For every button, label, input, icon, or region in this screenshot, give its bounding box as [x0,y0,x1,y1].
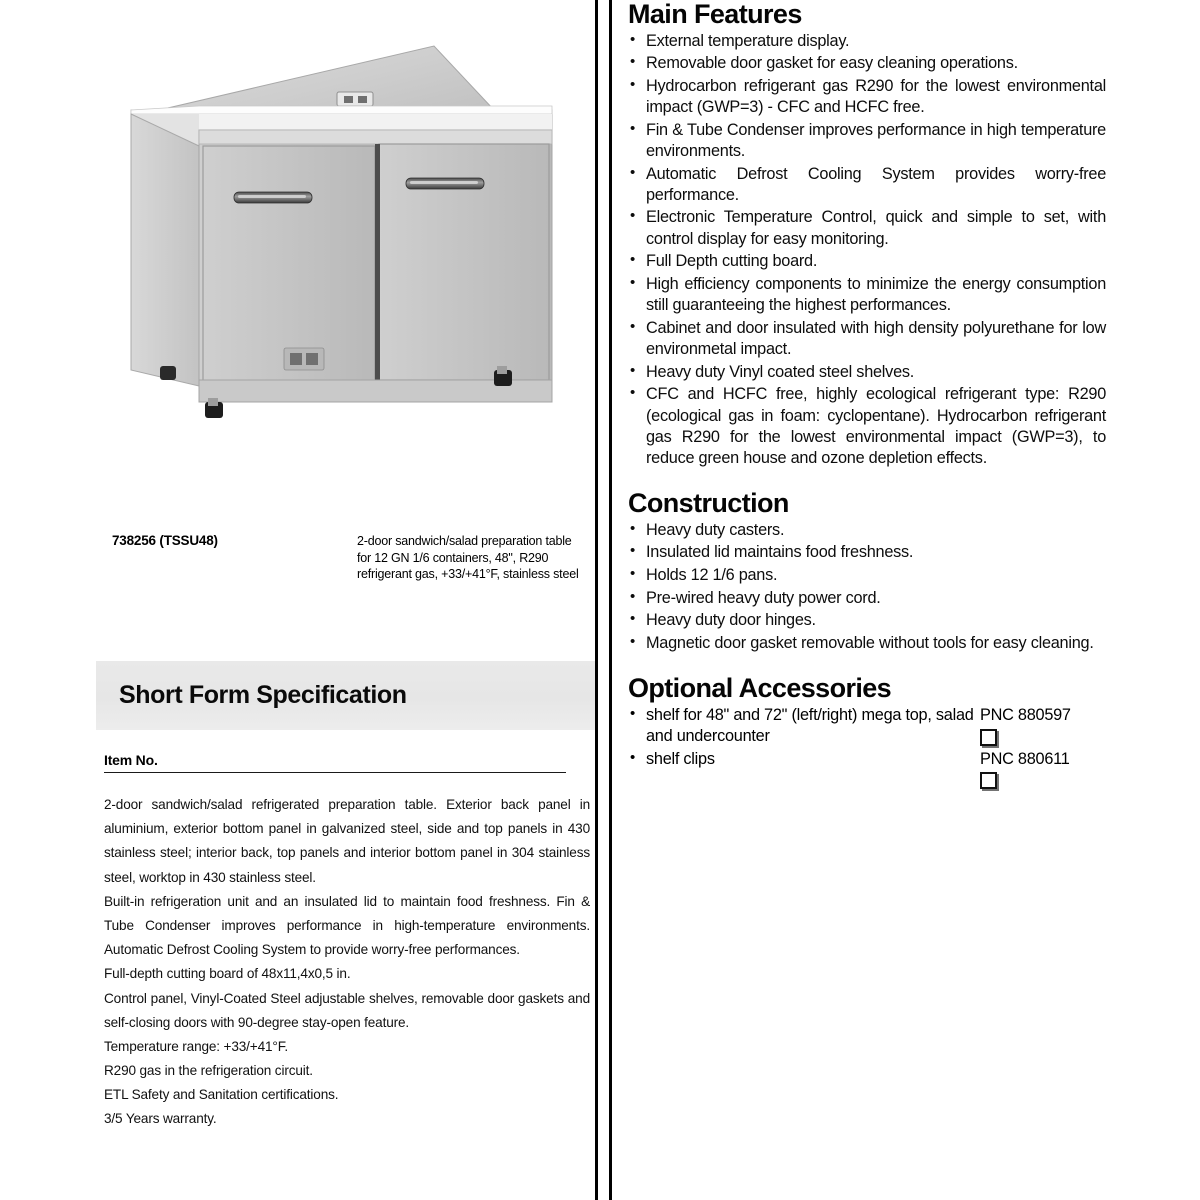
list-item: • Hydrocarbon refrigerant gas R290 for the lowest environmental impact (GWP=3) - CFC and HCFC free. [628,76,1106,118]
item-no-field[interactable] [104,752,566,773]
optional-accessories-list [628,705,1106,790]
list-item: • Full Depth cutting board. [628,251,1106,272]
door-handle-right [406,178,484,189]
accessory-code-group [974,705,1106,746]
list-item: • Automatic Defrost Cooling System provides worry-free performance. [628,164,1106,206]
list-item: • CFC and HCFC free, highly ecological refrigerant type: R290 (ecological gas in foam: cyclopentane). Hydrocarbon refrigerant gas R290 for the lowest environmental impact (GWP=3), to reduce green house and ozone depletion effects. [628,384,1106,469]
accessory-checkbox[interactable] [980,772,997,789]
accessory-checkbox[interactable] [980,729,997,746]
short-form-specification-header [96,661,596,730]
column-divider-outer [595,0,598,1200]
list-item: • Fin & Tube Condenser improves performance in high temperature environments. [628,120,1106,162]
spec-paragraph: 3/5 Years warranty. [104,1111,217,1127]
product-photo [104,18,566,438]
list-item: • Removable door gasket for easy cleaning operations. [628,53,1106,74]
list-item: • Insulated lid maintains food freshness. [628,542,1106,563]
list-item: • Heavy duty door hinges. [628,610,1106,631]
accessory-code-group [974,749,1106,790]
spec-paragraph: R290 gas in the refrigeration circuit. [104,1063,313,1079]
construction-title: Construction [628,488,789,519]
construction-list [628,520,1106,655]
list-item: • External temperature display. [628,31,1106,52]
spec-paragraph: 2-door sandwich/salad refrigerated preparation table. Exterior back panel in aluminium, exterior bottom panel in galvanized steel, side and top panels in 430 stainless steel; interior back, top panels and interior bottom panel in 304 stainless steel, worktop in 430 stainless steel. [104,797,590,885]
item-no-label: Item No. [104,752,158,768]
short-form-body [104,793,590,1132]
accessory-pnc-code: PNC 880597 [980,705,1071,724]
spec-paragraph: ETL Safety and Sanitation certifications. [104,1087,339,1103]
accessory-row [628,749,1106,790]
list-item: • Heavy duty casters. [628,520,1106,541]
optional-accessories-title: Optional Accessories [628,673,892,704]
product-code: 738256 (TSSU48) [112,533,218,548]
main-features-list [628,31,1106,469]
accessory-label: • shelf for 48" and 72" (left/right) mega top, salad and undercounter [628,705,974,747]
list-item: • Magnetic door gasket removable without tools for easy cleaning. [628,633,1106,654]
spec-paragraph: Control panel, Vinyl-Coated Steel adjustable shelves, removable door gaskets and self-closing doors with 90-degree stay-open feature. [104,990,590,1030]
column-divider-inner [609,0,612,1200]
list-item: • Holds 12 1/6 pans. [628,565,1106,586]
prep-table-illustration [104,18,566,438]
main-features-title: Main Features [628,0,802,29]
left-column [0,0,595,1200]
list-item: • Pre-wired heavy duty power cord. [628,588,1106,609]
list-item: • Electronic Temperature Control, quick and simple to set, with control display for easy monitoring. [628,207,1106,249]
accessory-label: • shelf clips [628,749,974,770]
list-item: • Heavy duty Vinyl coated steel shelves. [628,362,1106,383]
door-handle-left [234,192,312,203]
item-no-input-line[interactable] [104,772,566,773]
product-caption [112,533,582,583]
short-form-title: Short Form Specification [119,681,407,709]
right-column [628,0,1106,791]
spec-paragraph: Full-depth cutting board of 48x11,4x0,5 in. [104,966,351,982]
spec-paragraph: Temperature range: +33/+41°F. [104,1038,288,1054]
product-description: 2-door sandwich/salad preparation table for 12 GN 1/6 containers, 48", R290 refrigerant gas, +33/+41°F, stainless steel [357,534,579,581]
list-item: • High efficiency components to minimize the energy consumption still guaranteeing the highest performances. [628,274,1106,316]
accessory-pnc-code: PNC 880611 [980,749,1070,768]
spec-paragraph: Built-in refrigeration unit and an insulated lid to maintain food freshness. Fin & Tube Condenser improves performance in high-temperature environments. Automatic Defrost Cooling System to provide worry-free performances. [104,893,590,958]
accessory-row [628,705,1106,747]
list-item: • Cabinet and door insulated with high density polyurethane for low environmetal impact. [628,318,1106,360]
